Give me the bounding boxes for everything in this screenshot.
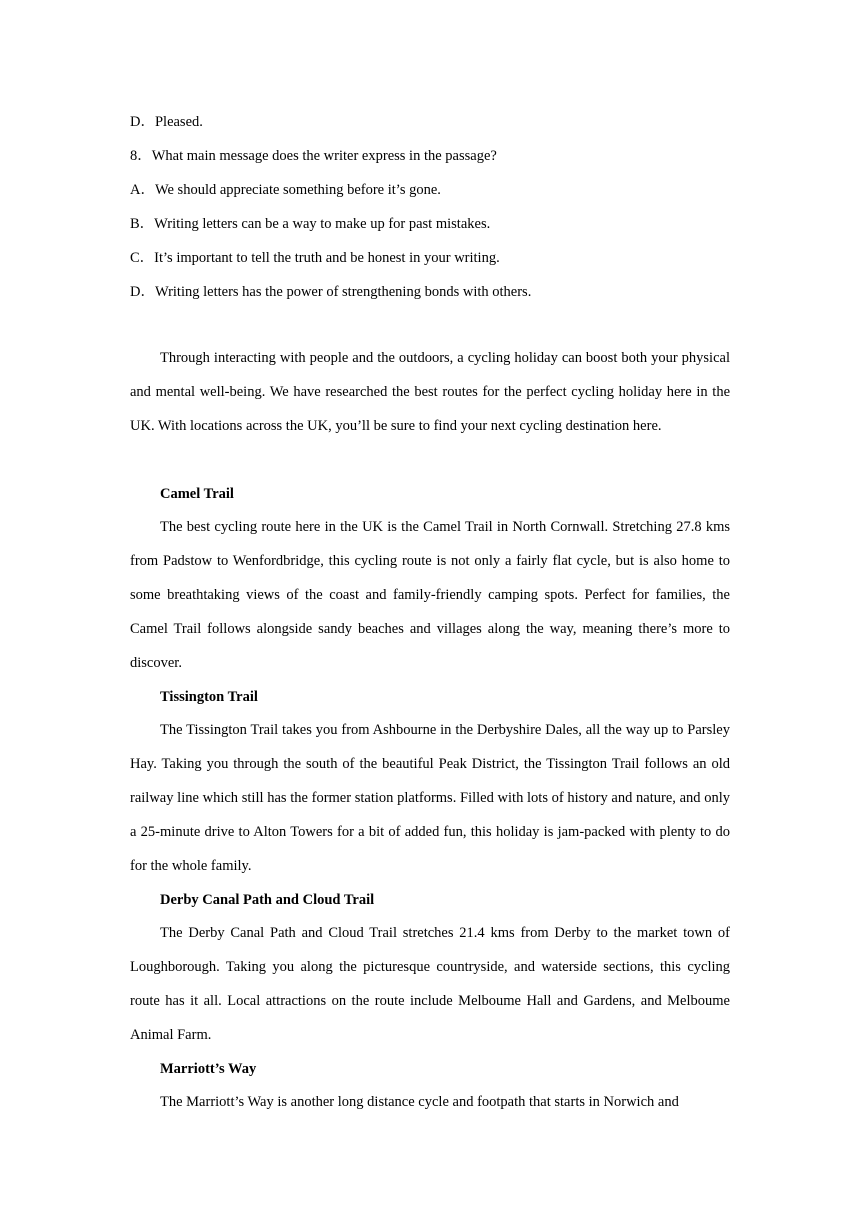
section-heading-camel-trail: Camel Trail	[160, 486, 234, 502]
section-body-marriotts-way: The Marriott’s Way is another long distance cycle and footpath that starts in Norwich and	[160, 1094, 679, 1110]
section-body-tissington-trail: The Tissington Trail takes you from Ashbourne in the Derbyshire Dales, all the way up to Parsley Hay. Taking you through the south of the beautiful Peak District, the Tissington Trail follows an old railway line which still has the former station platforms. Filled with lots of history and nature, and only a 25-minute drive to Alton Towers for a bit of added fun, this holiday is jam-packed with plenty to do for the whole family.	[130, 722, 730, 874]
question-7-option-d: D．Pleased.	[130, 114, 203, 130]
section-body-derby-canal-path: The Derby Canal Path and Cloud Trail stretches 21.4 kms from Derby to the market town of Loughborough. Taking you along the picturesque countryside, and waterside sections, this cycling route has it all. Local attractions on the route include Melboume Hall and Gardens, and Melboume Animal Farm.	[130, 925, 730, 1043]
section-body-camel-trail: The best cycling route here in the UK is the Camel Trail in North Cornwall. Stretching 27.8 kms from Padstow to Wenfordbridge, this cycling route is not only a fairly flat cycle, but is also home to some breathtaking views of the coast and family-friendly camping spots. Perfect for families, the Camel Trail follows alongside sandy beaches and villages along the way, meaning there’s more to discover.	[130, 519, 730, 671]
question-8-stem: 8．What main message does the writer express in the passage?	[130, 148, 497, 164]
section-heading-marriotts-way: Marriott’s Way	[160, 1061, 257, 1077]
question-8-option-c: C．It’s important to tell the truth and be honest in your writing.	[130, 250, 500, 266]
section-heading-derby-canal-path: Derby Canal Path and Cloud Trail	[160, 892, 375, 908]
question-8-option-b: B．Writing letters can be a way to make up for past mistakes.	[130, 216, 491, 232]
question-8-option-a: A．We should appreciate something before it’s gone.	[130, 182, 441, 198]
document-page	[130, 0, 730, 1216]
section-heading-tissington-trail: Tissington Trail	[160, 689, 258, 705]
question-8-option-d: D．Writing letters has the power of strengthening bonds with others.	[130, 284, 532, 300]
passage-intro: Through interacting with people and the outdoors, a cycling holiday can boost both your physical and mental well-being. We have researched the best routes for the perfect cycling holiday here in the UK. With locations across the UK, you’ll be sure to find your next cycling destination here.	[130, 350, 730, 434]
